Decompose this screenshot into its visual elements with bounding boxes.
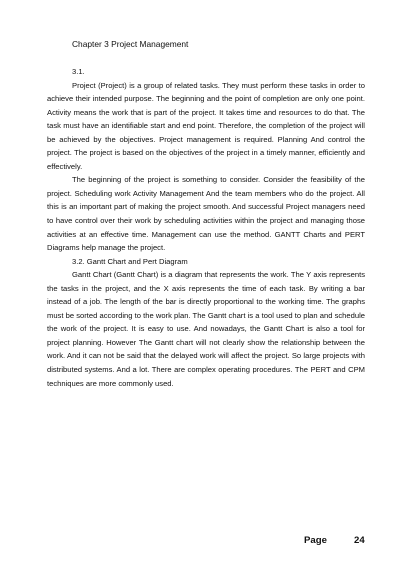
page-label: Page [304, 535, 327, 546]
paragraph-project-definition: Project (Project) is a group of related tasks. They must perform these tasks in order to achieve their intended purpose. The beginning and the point of completion are only one point. Activity means the work that is part of the project. It takes time and resources to do that. The task must have an identifiable start and end point. Therefore, the completion of the project will be achieved by the objectives. Project management is required. Planning And control the project. The project is based on the objectives of the project in a timely manner, efficiently and effectively. [47, 80, 365, 171]
section-3-1-heading: 3.1. [72, 67, 85, 76]
paragraph-project-beginning: The beginning of the project is something to consider. Consider the feasibility of the project. Scheduling work Activity Management And the team members who do the project. All this is an important part of making the project smooth. And successful Project managers need to have control over their work by scheduling activities within the project and managing those activities at an effective time. Management can use the method. GANTT Charts and PERT Diagrams help manage the project. [47, 175, 365, 253]
paragraph-gantt-chart: Gantt Chart (Gantt Chart) is a diagram that represents the work. The Y axis represents the tasks in the project, and the X axis represents the time of each task. By writing a bar instead of a job. The length of the bar is directly proportional to the working time. The graphs must be sorted according to the work plan. The Gantt chart is a tool used to plan and schedule the work of the project. It is easy to use. And nowadays, the Gantt Chart is also a tool for project planning. However The Gantt chart will not clearly show the relationship between the work. And it can not be said that the delayed work will affect the project. So large projects with distributed systems. And a lot. There are complex operating procedures. The PERT and CPM techniques are more commonly used. [47, 270, 365, 388]
section-3-2-heading: 3.2. Gantt Chart and Pert Diagram [72, 256, 188, 266]
chapter-title: Chapter 3 Project Management [72, 39, 189, 49]
page-number: 24 [354, 535, 365, 546]
document-body [47, 65, 365, 390]
